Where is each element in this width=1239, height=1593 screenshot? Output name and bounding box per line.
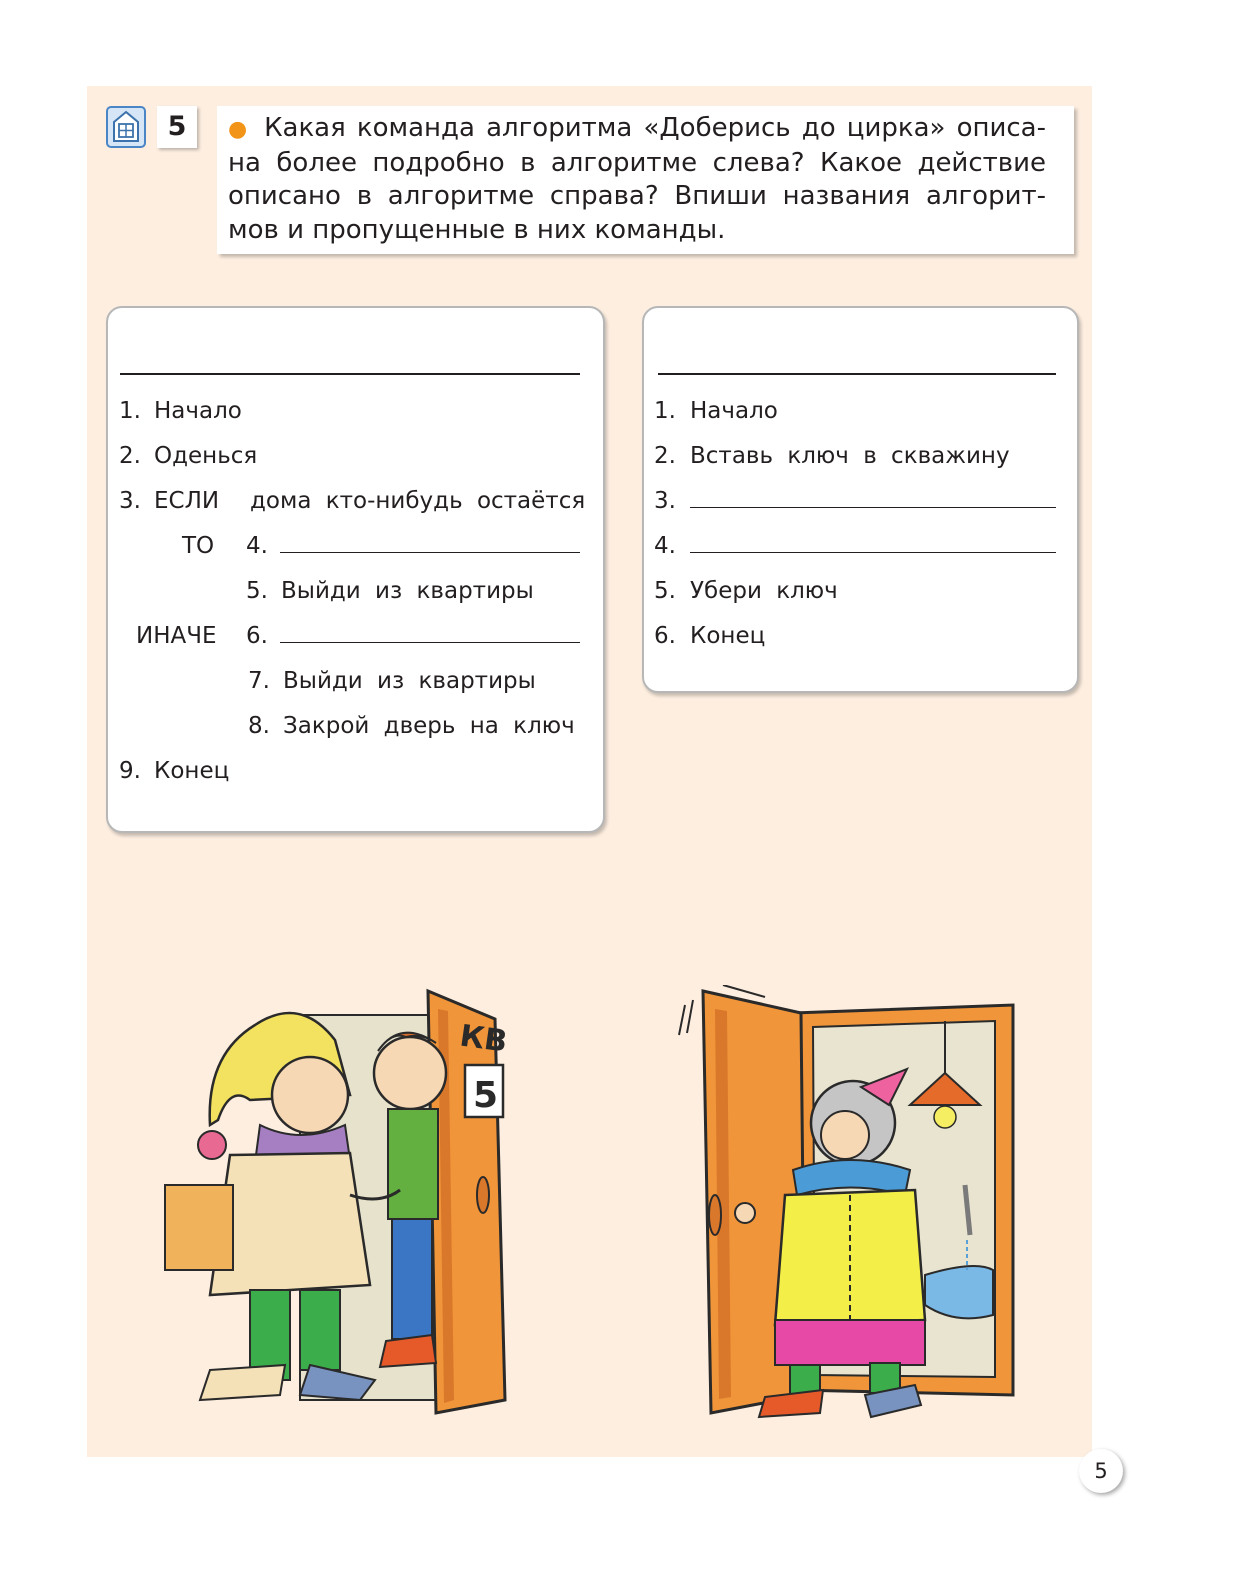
step-number: 1. — [654, 398, 676, 424]
task-number: 5 — [157, 106, 197, 148]
left-algorithm-card — [106, 306, 605, 833]
answer-blank[interactable] — [690, 552, 1056, 553]
step-text: Выйди из квартиры — [281, 578, 534, 604]
step-text: Конец — [690, 623, 766, 649]
step-number: 5. — [246, 578, 268, 604]
step-number: 6. — [246, 623, 268, 649]
right-algorithm-card — [642, 306, 1079, 693]
answer-blank[interactable] — [690, 507, 1056, 508]
step-number: 5. — [654, 578, 676, 604]
step-number: 1. — [119, 398, 141, 424]
home-task-icon — [106, 106, 146, 148]
door-number: 5 — [473, 1075, 499, 1116]
question-line: ● Какая команда алгоритма «Доберись до цирка» описа- — [228, 113, 1046, 143]
right-illustration — [675, 985, 1035, 1425]
step-number: 4. — [246, 533, 268, 559]
step-number: 4. — [654, 533, 676, 559]
door-label: КВ — [457, 1018, 510, 1060]
step-text: Начало — [154, 398, 242, 424]
question-line: описано в алгоритме справа? Впиши названия алгорит- — [228, 181, 1046, 211]
bullet-icon: ● — [228, 117, 251, 142]
question-line: мов и пропущенные в них команды. — [228, 214, 726, 245]
right-title-blank[interactable] — [658, 373, 1056, 375]
step-text: Убери ключ — [690, 578, 838, 604]
step-text: Выйди из квартиры — [283, 668, 536, 694]
question-line: на более подробно в алгоритме слева? Какое действие — [228, 147, 1046, 178]
step-text: Закрой дверь на ключ — [283, 713, 575, 739]
keyword-then: ТО — [182, 533, 215, 559]
step-number: 3. — [654, 488, 676, 514]
step-number: 7. — [248, 668, 270, 694]
answer-blank[interactable] — [280, 552, 580, 553]
step-text: Вставь ключ в скважину — [690, 443, 1010, 469]
step-text: Оденься — [154, 443, 258, 469]
keyword-if: ЕСЛИ — [154, 488, 220, 514]
step-number: 3. — [119, 488, 141, 514]
step-number: 6. — [654, 623, 676, 649]
step-number: 2. — [119, 443, 141, 469]
step-number: 9. — [119, 758, 141, 784]
step-text: дома кто-нибудь остаётся — [250, 488, 586, 514]
step-text: Конец — [154, 758, 230, 784]
step-number: 2. — [654, 443, 676, 469]
answer-blank[interactable] — [280, 642, 580, 643]
left-illustration — [160, 985, 555, 1425]
keyword-else: ИНАЧЕ — [136, 623, 217, 649]
page-number: 5 — [1079, 1449, 1123, 1493]
question-box — [217, 106, 1074, 254]
step-text: Начало — [690, 398, 778, 424]
left-title-blank[interactable] — [120, 373, 580, 375]
step-number: 8. — [248, 713, 270, 739]
